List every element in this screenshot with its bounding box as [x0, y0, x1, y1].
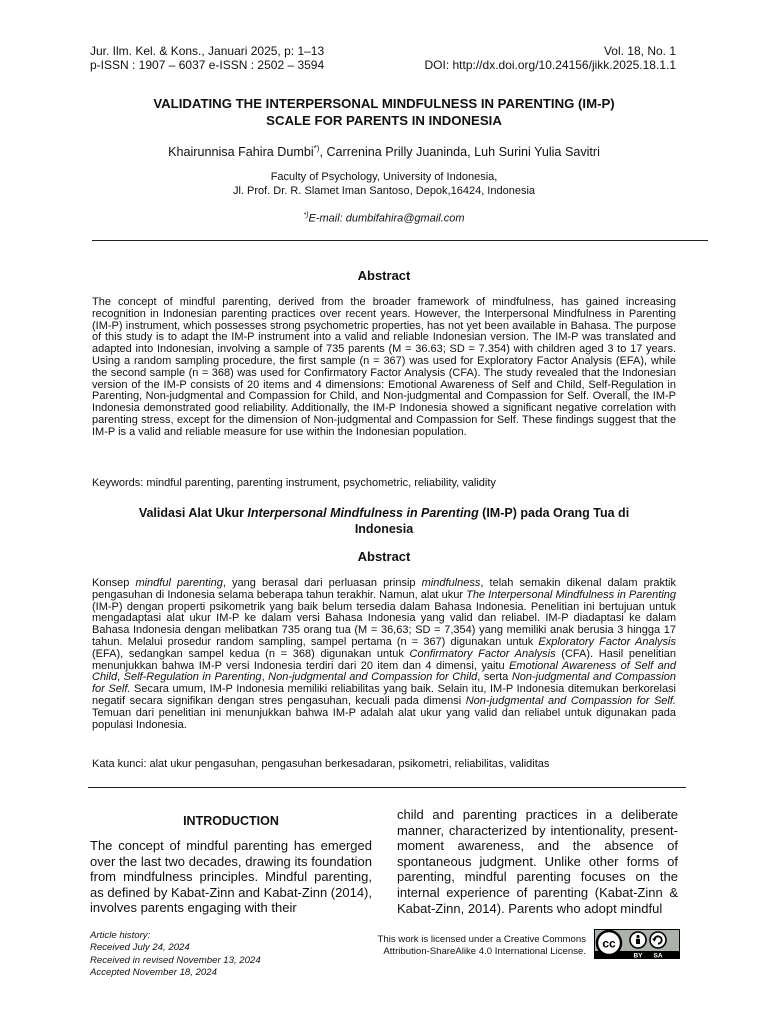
abs-id-seg: ,	[261, 671, 269, 684]
abs-id-italic: Non-judgmental and Compassion for Self.	[465, 694, 676, 707]
doi-link[interactable]: DOI: http://dx.doi.org/10.24156/jikk.2025.18.1.1	[424, 58, 676, 72]
indonesian-title-italic: Interpersonal Mindfulness in Parenting	[247, 506, 479, 520]
email-mark: *)	[303, 212, 309, 219]
license-line-1[interactable]: This work is licensed under a Creative Commons	[377, 934, 586, 945]
article-history	[90, 930, 261, 980]
corresponding-mark: *)	[313, 144, 320, 153]
co-authors: , Carrenina Prilly Juaninda, Luh Surini Yulia Savitri	[319, 145, 600, 160]
paper-title-line-2: SCALE FOR PARENTS IN INDONESIA	[266, 113, 502, 128]
paper-title-line-1: VALIDATING THE INTERPERSONAL MINDFULNESS IN PARENTING (IM-P)	[153, 96, 615, 111]
abs-id-italic: Non-judgmental and Compassion for Self.	[92, 671, 676, 696]
email-text[interactable]: E-mail: dumbifahira@gmail.com	[308, 212, 465, 225]
history-accepted: Accepted November 18, 2024	[90, 967, 217, 979]
abs-id-italic: mindful parenting	[135, 577, 223, 589]
introduction-heading: INTRODUCTION	[183, 814, 279, 828]
abs-id-seg: Temuan dari penelitian ini menunjukkan bahwa IM-P adalah alat ukur yang valid dan reliabel untuk digunakan pada populasi Indonesia.	[92, 706, 676, 731]
abstract-body-id	[92, 578, 676, 731]
abstract-heading-en: Abstract	[357, 268, 411, 283]
indonesian-title-part-1: Validasi Alat Ukur	[138, 506, 248, 520]
sa-label: SA	[653, 952, 663, 959]
abstract-text-en: The concept of mindful parenting, derived from the broader framework of mindfulness, has gained increasing recognition in Indonesian parenting practices over recent years. However, the Interpersonal Mindfulness in Parenting (IM-P) instrument, which possesses strong psychometric properties, has not yet been available in Bahasa. The purpose of this study is to adapt the IM-P instrument into a valid and reliable Indonesian version. The IM-P was translated and adapted into Indonesian, involving a sample of 735 parents (M = 36.63; SD = 7.354) with children aged 3 to 17 years. Using a random sampling procedure, the first sample (n = 367) was used for Exploratory Factor Analysis (EFA), while the second sample (n = 368) was used for Confirmatory Factor Analysis (CFA). The study revealed that the Indonesian version of the IM-P consists of 20 items and 4 dimensions: Emotional Awareness of Self and Child, Self-Regulation in Parenting, Non-judgmental and Compassion for Child, and Non-judgmental and Compassion for Self. Overall, the IM-P Indonesia demonstrated good reliability. Additionally, the IM-P Indonesia showed a significant negative correlation with parenting stress, except for the dimension of Non-judgmental and Compassion for Self. These findings suggest that the IM-P is a valid and reliable measure for use within the Indonesian population.	[92, 296, 676, 438]
cc-badge-graphic	[594, 929, 680, 959]
cc-by-sa-badge[interactable]	[594, 929, 680, 959]
abstract-text-id	[92, 578, 676, 731]
abstract-body-en	[92, 297, 676, 439]
abs-id-seg: (CFA). Hasil penelitian menunjukkan bahwa IM-P versi Indonesia terdiri dari 20 item dan 4 dimensi, yaitu	[92, 647, 676, 672]
abs-id-seg: , yang berasal dari perluasan prinsip	[222, 577, 422, 589]
abs-id-seg: , serta	[477, 671, 512, 684]
abs-id-italic: Emotional Awareness of Self and Child	[92, 659, 676, 684]
volume-issue: Vol. 18, No. 1	[603, 44, 676, 58]
sa-share-icon	[650, 932, 666, 948]
first-author: Khairunnisa Fahira Dumbi	[168, 145, 314, 160]
abs-id-seg: (EFA), sedangkan sampel kedua (n = 368) digunakan untuk	[92, 647, 410, 660]
abs-id-seg: , telah semakin dikenal dalam praktik pengasuhan di Indonesia selama beberapa tahun terakhir. Namun, alat ukur	[92, 577, 677, 601]
header-divider	[92, 240, 708, 241]
abs-id-seg: Konsep	[92, 577, 136, 589]
abstract-heading-id: Abstract	[357, 549, 411, 564]
abs-id-seg: Secara umum, IM-P Indonesia memiliki reliabilitas yang baik. Selain itu, IM-P Indonesia ditemukan berkorelasi negatif secara signifikan dengan stres pengasuhan, kecuali pada dimensi	[92, 683, 677, 707]
history-received: Received July 24, 2024	[90, 942, 190, 954]
author-list	[40, 144, 728, 159]
introduction-left-column: The concept of mindful parenting has emerged over the last two decades, drawing its foundation from mindfulness principles. Mindful parenting, as defined by Kabat-Zinn and Kabat-Zinn (2014), involves parents engaging with their	[90, 838, 372, 916]
license-line-2[interactable]: Attribution-ShareAlike 4.0 International License.	[383, 945, 586, 957]
indonesian-title-line-2: Indonesia	[354, 521, 414, 536]
abs-id-italic: Non-judgmental and Compassion for Child	[268, 671, 478, 684]
abs-id-italic: Self-Regulation in Parenting	[123, 671, 262, 684]
by-label: BY	[633, 952, 643, 959]
history-revised: Received in revised November 13, 2024	[90, 954, 261, 966]
indonesian-title	[90, 506, 678, 537]
cc-logo-text: cc	[602, 936, 616, 951]
abstract-divider	[88, 787, 686, 788]
abs-id-seg: (IM-P) dengan properti psikometrik yang baik belum tersedia dalam Bahasa Indonesia. Penelitian ini bertujuan untuk mengadaptasi alat ukur IM-P ke dalam versi Bahasa Indonesia yang valid dan reliabel. IM-P diadaptasi ke dalam Bahasa Indonesia dengan melibatkan 735 orang tua (M = 36,63; SD = 7,354) yang memiliki anak berusia 3 hingga 17 tahun. Melalui prosedur random sampling, sampel pertama (n = 367) digunakan untuk	[92, 600, 676, 648]
abs-id-italic: Exploratory Factor Analysis	[538, 635, 676, 648]
keywords-en: Keywords: mindful parenting, parenting instrument, psychometric, reliability, validity	[92, 477, 496, 489]
abs-id-italic: The Interpersonal Mindfulness in Parenting	[466, 588, 677, 601]
abs-id-seg: ,	[117, 671, 124, 684]
abs-id-italic: mindfulness	[421, 577, 481, 589]
affiliation-line-1: Faculty of Psychology, University of Indonesia,	[270, 171, 498, 183]
license-notice	[330, 934, 586, 957]
corresponding-email	[40, 212, 728, 225]
introduction-right-column: child and parenting practices in a deliberate manner, characterized by intentionality, present-moment awareness, and the absence of spontaneous judgment. Unlike other forms of parenting, mindful parenting focuses on the internal experience of parenting (Kabat-Zinn & Kabat-Zinn, 2014). Parents who adopt mindful	[397, 807, 678, 916]
paper-title	[60, 95, 708, 129]
history-label: Article history:	[90, 930, 151, 941]
abs-id-italic: Confirmatory Factor Analysis	[409, 647, 556, 660]
keywords-id: Kata kunci: alat ukur pengasuhan, pengasuhan berkesadaran, psikometri, reliabilitas, validitas	[92, 758, 550, 770]
affiliation-line-2: Jl. Prof. Dr. R. Slamet Iman Santoso, Depok,16424, Indonesia	[232, 185, 536, 197]
journal-citation: Jur. Ilm. Kel. & Kons., Januari 2025, p: 1–13	[90, 44, 325, 58]
indonesian-title-part-3: (IM-P) pada Orang Tua di	[478, 506, 630, 520]
affiliation	[40, 170, 728, 198]
issn-line: p-ISSN : 1907 – 6037 e-ISSN : 2502 – 3594	[90, 58, 325, 72]
